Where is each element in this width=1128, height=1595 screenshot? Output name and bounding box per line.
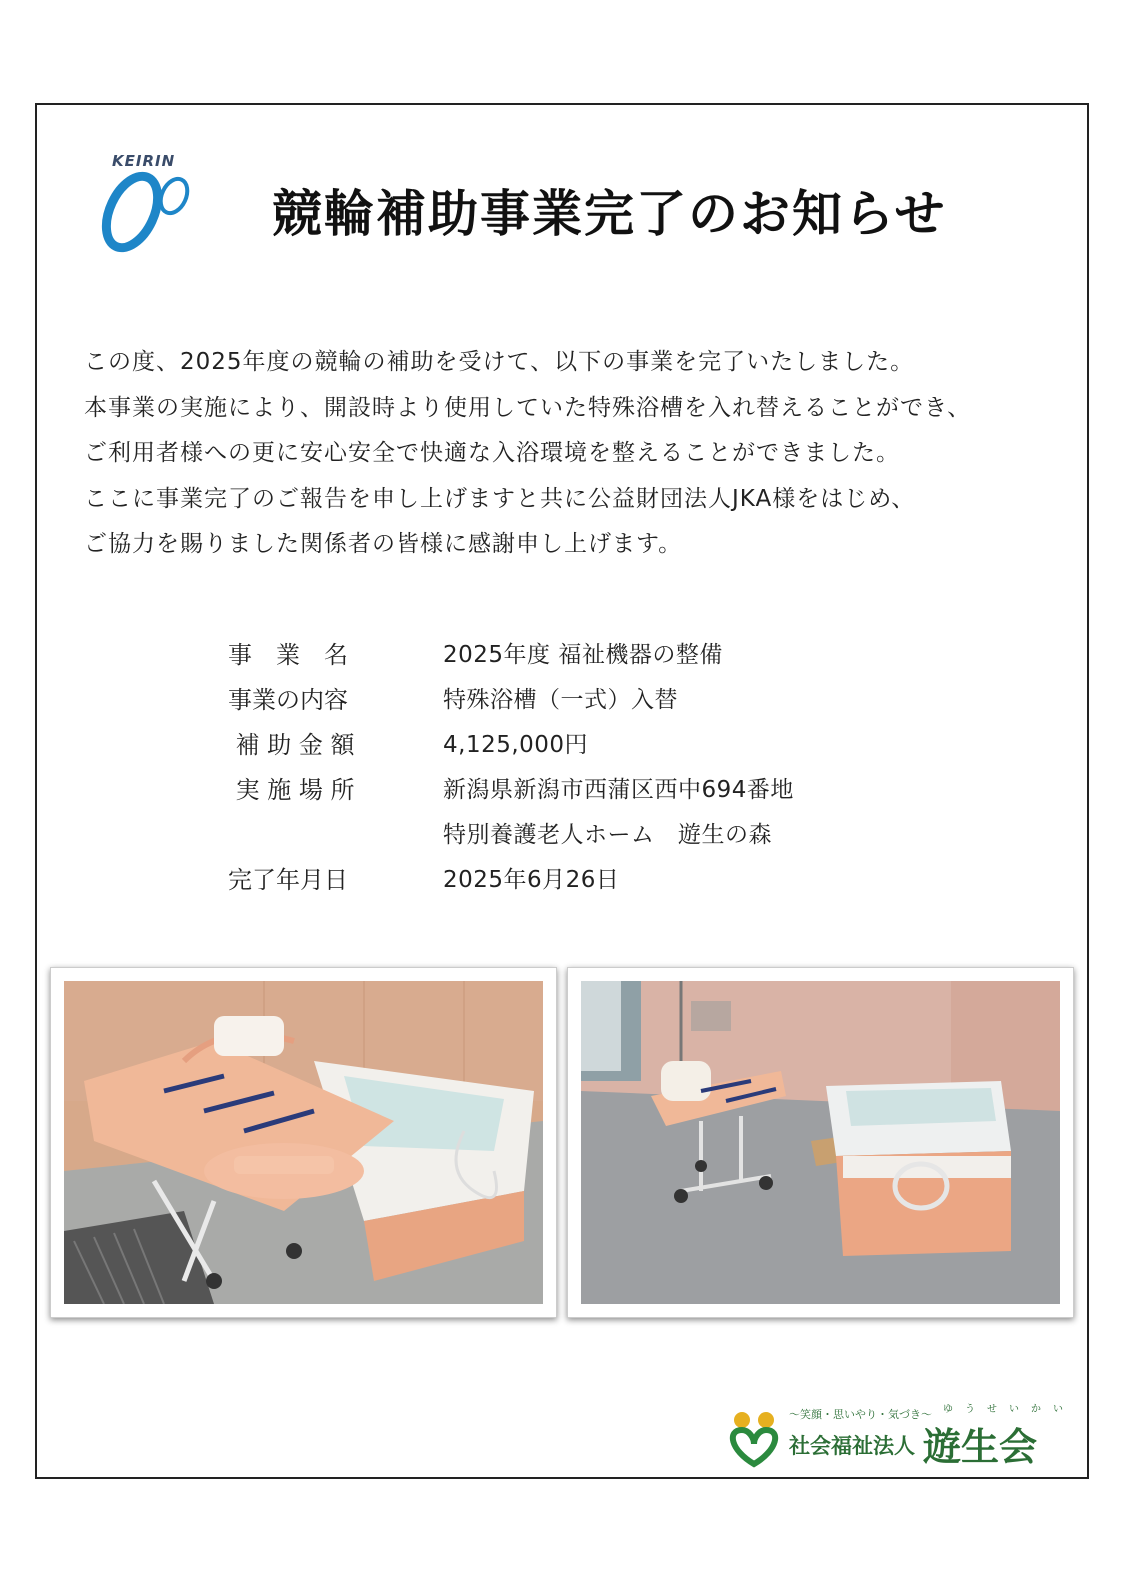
- org-furigana: ゆうせいかい: [943, 1404, 1075, 1415]
- detail-row-facility: [228, 810, 794, 855]
- org-type: 社会福祉法人: [789, 1434, 915, 1458]
- detail-row-content: [228, 675, 794, 720]
- detail-label: 事 業 名: [228, 641, 348, 669]
- photo-bath-stretcher: [50, 967, 557, 1318]
- intro-line: ご協力を賜りました関係者の皆様に感謝申し上げます。: [84, 531, 683, 557]
- detail-row-completion-date: [228, 855, 794, 900]
- intro-line: 本事業の実施により、開設時より使用していた特殊浴槽を入れ替えることができ、: [84, 394, 972, 421]
- keirin-rings-icon: [88, 150, 213, 260]
- org-emblem-icon: [725, 1408, 783, 1468]
- intro-line: ここに事業完了のご報告を申し上げますと共に公益財団法人JKA様をはじめ、: [84, 485, 916, 512]
- intro-line: この度、2025年度の競輪の補助を受けて、以下の事業を完了いたしました。: [84, 349, 915, 375]
- detail-value: 新潟県新潟市西蒲区西中694番地: [443, 777, 794, 803]
- detail-value: 2025年度 福祉機器の整備: [443, 642, 723, 668]
- detail-label: 実 施 場 所: [228, 776, 355, 804]
- page-title: 競輪補助事業完了のお知らせ: [272, 185, 947, 243]
- org-name: 遊生会: [923, 1425, 1038, 1469]
- bath-room-image: [581, 981, 1060, 1304]
- bath-stretcher-image: [64, 981, 543, 1304]
- org-tagline: ～笑顔・思いやり・気づき～: [789, 1408, 932, 1421]
- project-details: [228, 630, 794, 900]
- detail-label: 完了年月日: [228, 866, 348, 894]
- detail-value: 特殊浴槽（一式）入替: [443, 687, 678, 713]
- org-logo: [725, 1400, 1075, 1472]
- detail-value: 4,125,000円: [443, 732, 589, 758]
- keirin-logo: [88, 150, 213, 260]
- detail-row-amount: [228, 720, 794, 765]
- intro-paragraph: [84, 340, 1074, 568]
- detail-row-location: [228, 765, 794, 810]
- detail-value: 特別養護老人ホーム 遊生の森: [443, 822, 772, 848]
- intro-line: ご利用者様への更に安心安全で快適な入浴環境を整えることができました。: [84, 440, 900, 466]
- detail-value: 2025年6月26日: [443, 867, 620, 893]
- detail-label: 事業の内容: [228, 686, 348, 714]
- keirin-logo-text: KEIRIN: [112, 152, 176, 170]
- detail-row-project-name: [228, 630, 794, 675]
- detail-label: 補 助 金 額: [228, 731, 355, 759]
- photo-bath-room: [567, 967, 1074, 1318]
